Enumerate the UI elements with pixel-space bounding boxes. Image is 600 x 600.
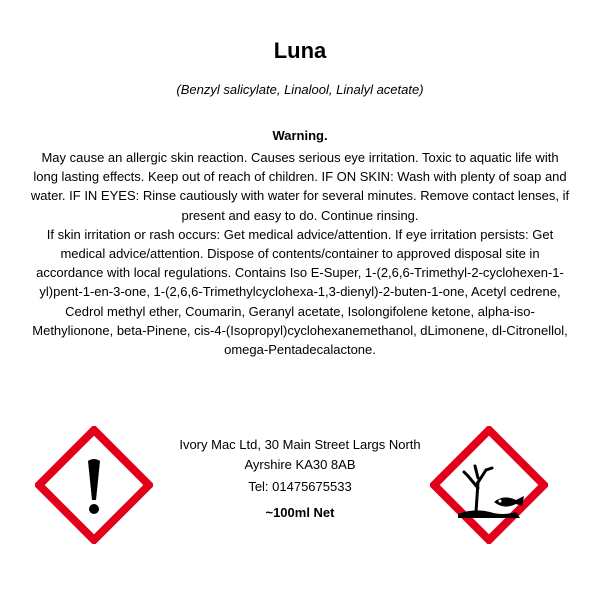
product-name: Luna bbox=[273, 38, 327, 63]
warning-text bbox=[30, 148, 570, 359]
environment-hazard-icon bbox=[430, 426, 548, 544]
supplier-address: Ivory Mac Ltd, 30 Main Street Largs North Ayrshire KA30 8AB bbox=[179, 437, 421, 472]
supplier-telephone: Tel: 01475675533 bbox=[248, 479, 352, 494]
exclamation-mark-hazard-icon bbox=[35, 426, 153, 544]
allergen-list: (Benzyl salicylate, Linalool, Linalyl acetate) bbox=[176, 82, 424, 97]
warning-paragraph-1: May cause an allergic skin reaction. Causes serious eye irritation. Toxic to aquatic life with long lasting effects. Keep out of reach of children. IF ON SKIN: Wash with plenty of soap and water. IF IN EYES: Rinse cautiously with water for several minutes. Remove contact lenses, if present and easy to do. Continue rinsing. bbox=[30, 150, 570, 223]
warning-heading: Warning. bbox=[272, 128, 328, 143]
warning-paragraph-2: If skin irritation or rash occurs: Get medical advice/attention. If eye irritation persists: Get medical advice/attention. Dispose of contents/container to approved disposal site in accordance with local regulations. Contains Iso E-Super, 1-(2,6,6-Trimethyl-2-cyclohexen-1-yl)pent-1-en-3-one, 1-(2,6,6-Trimethylcyclohexa-1,3-dienyl)-2-buten-1-one, Acetyl cedrene, Cedrol methyl ether, Coumarin, Geranyl acetate, Isolongifolene ketone, alpha-iso-Methylionone, beta-Pinene, cis-4-(Isopropyl)cyclohexanemethanol, dLimonene, dl-Citronellol, omega-Pentadecalactone. bbox=[32, 226, 568, 358]
net-volume: ~100ml Net bbox=[265, 505, 335, 520]
